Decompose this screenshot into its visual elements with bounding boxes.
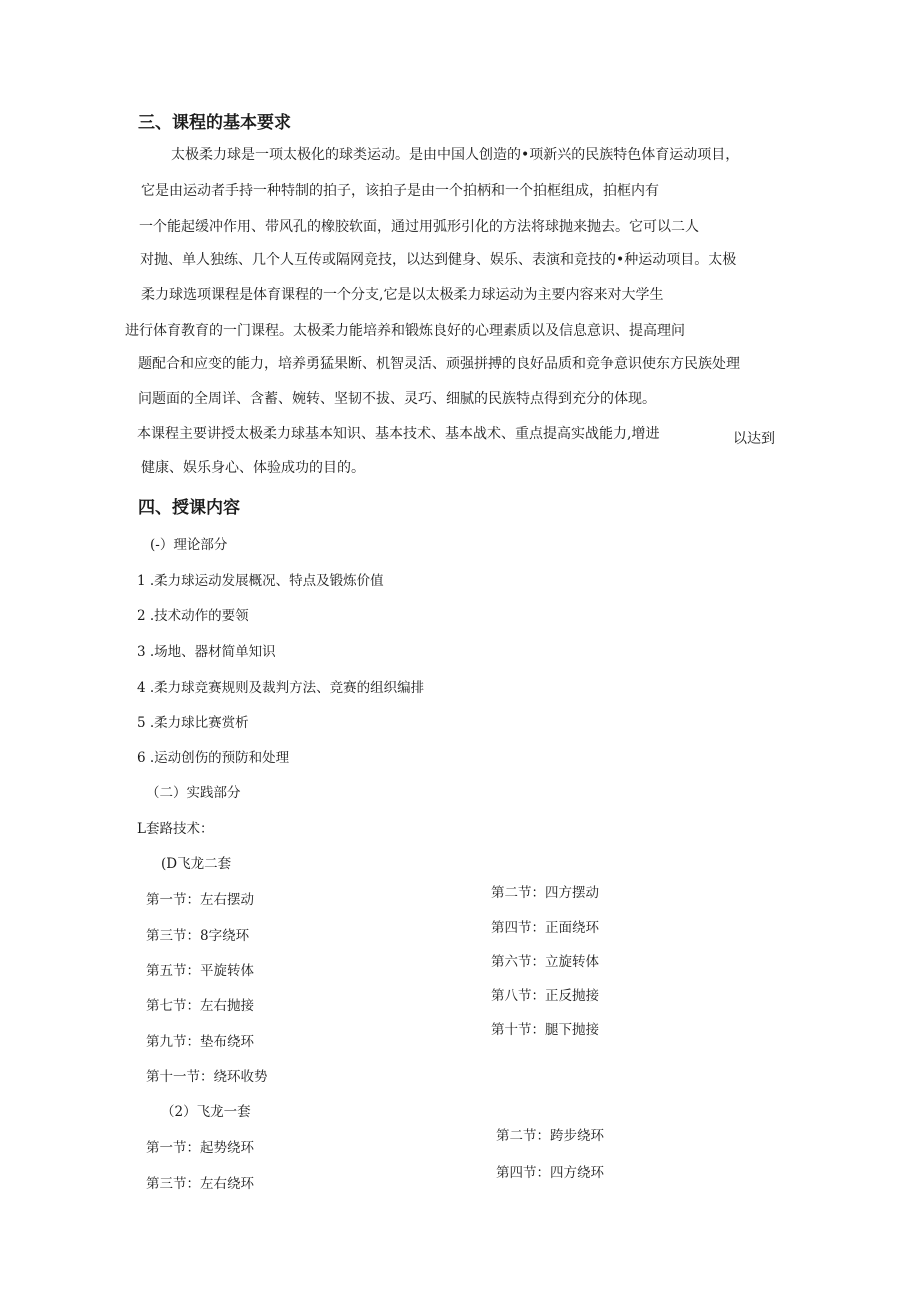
practice-subtitle: L套路技术： — [137, 821, 214, 837]
theory-title: (-）理论部分 — [150, 537, 228, 553]
set-1-step: 第七节：左右抛接 — [146, 998, 254, 1014]
set-1-step: 第二节：四方摆动 — [491, 885, 599, 901]
paragraph-line: 进行体育教育的一门课程。太极柔力能培养和锻炼良好的心理素质以及信息意识、提高理问 — [125, 323, 685, 339]
paragraph-line: 本课程主要讲授太极柔力球基本知识、基本技术、基本战术、重点提高实战能力,增进 — [137, 426, 660, 442]
paragraph-line: 健康、娱乐身心、体验成功的目的。 — [141, 460, 365, 476]
section-3-heading: 三、课程的基本要求 — [138, 113, 291, 133]
theory-item: 4 .柔力球竞赛规则及裁判方法、竞赛的组织编排 — [137, 680, 425, 696]
set-1-step: 第一节：左右摆动 — [146, 892, 254, 908]
theory-item: 1 .柔力球运动发展概况、特点及锻炼价值 — [137, 573, 384, 589]
paragraph-line: 一个能起缓冲作用、带风孔的橡胶软面，通过用弧形引化的方法将球抛来抛去。它可以二人 — [139, 219, 699, 235]
paragraph-line: 它是由运动者手持一种特制的拍子，该拍子是由一个拍柄和一个拍框组成，拍框内有 — [141, 183, 659, 199]
paragraph-line: 柔力球选项课程是体育课程的一个分支,它是以太极柔力球运动为主要内容来对大学生 — [141, 287, 664, 303]
set-2-step: 第三节：左右绕环 — [146, 1176, 254, 1192]
theory-item: 5 .柔力球比赛赏析 — [137, 715, 249, 731]
practice-title: （二）实践部分 — [146, 785, 241, 801]
paragraph-line: 对抛、单人独练、几个人互传或隔网竞技，以达到健身、娱乐、表演和竞技的•种运动项目。太极 — [140, 252, 737, 268]
paragraph-line: 太极柔力球是一项太极化的球类运动。是由中国人创造的•项新兴的民族特色体育运动项目， — [171, 147, 740, 163]
set-1-step: 第八节：正反抛接 — [491, 988, 599, 1004]
set-2-step: 第二节：跨步绕环 — [496, 1128, 604, 1144]
set-1-step: 第五节：平旋转体 — [146, 963, 254, 979]
set-1-step: 第四节：正面绕环 — [491, 920, 599, 936]
set-1-step: 第三节：8字绕环 — [146, 928, 250, 944]
set-1-title: (D飞龙二套 — [161, 856, 232, 872]
set-2-step: 第四节：四方绕环 — [496, 1165, 604, 1181]
theory-item: 2 .技术动作的要领 — [137, 608, 249, 624]
set-2-step: 第一节：起势绕环 — [146, 1140, 254, 1156]
paragraph-line: 问题面的全周详、含蓄、婉转、坚韧不拔、灵巧、细腻的民族特点得到充分的体现。 — [138, 391, 656, 407]
section-4-heading: 四、授课内容 — [138, 498, 240, 518]
set-1-step: 第六节：立旋转体 — [491, 954, 599, 970]
paragraph-line: 题配合和应变的能力，培养勇猛果断、机智灵活、顽强拼搏的良好品质和竞争意识使东方民族处理 — [138, 356, 740, 372]
set-2-title: （2）飞龙一套 — [161, 1104, 251, 1120]
set-1-step: 第十节：腿下抛接 — [491, 1022, 599, 1038]
set-1-step: 第九节：垫布绕环 — [146, 1034, 254, 1050]
theory-item: 6 .运动创伤的预防和处理 — [137, 750, 290, 766]
set-1-step: 第十一节：绕环收势 — [146, 1069, 268, 1085]
paragraph-line: 以达到 — [733, 431, 775, 447]
theory-item: 3 .场地、器材简单知识 — [137, 644, 276, 660]
